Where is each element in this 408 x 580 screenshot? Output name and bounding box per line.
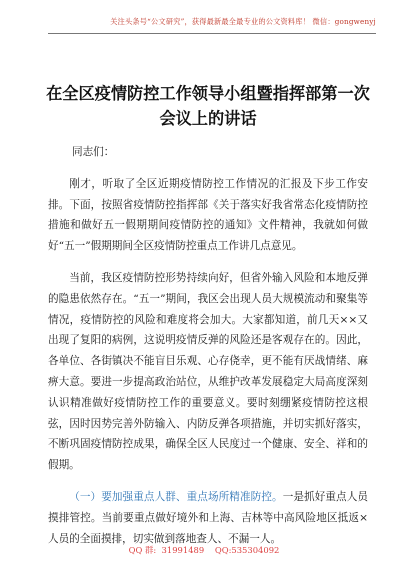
salutation: 同志们： — [72, 146, 115, 158]
section-heading: （一）要加强重点人群、重点场所精准防控。 — [69, 490, 283, 503]
footer-qq: QQ:535304092 — [214, 545, 280, 555]
paragraph-2: 当前，我区疫情防控形势持续向好，但省外输入风险和本地反弹的隐患依然存在。“五一”期间，我区会出现人员大规模流动和聚集等情况，疫情防控的风险和难度将会加大。大家都知道，前几天××又出现了复阳的病例，这说明疫情反弹的风险还是客观存在的。因此，各单位、各街镇决不能盲目乐观、心存侥幸，更不能有厌战情绪、麻痹大意。要进一步提高政治站位，从维护改革发展稳定大局高度深刻认识精准做好疫情防控工作的重要意义。要时刻绷紧疫情防控这根弦，因时因势完善外防输入、内防反弹各项措施，并切实抓好落实，不断巩固疫情防控成果，确保全区人民度过一个健康、安全、祥和的假期。 — [48, 271, 368, 472]
paragraph-3 — [48, 487, 368, 549]
footer-qq-group: QQ 群: 31991489 — [128, 545, 205, 555]
document-title — [40, 81, 376, 131]
paragraph-3-body: 一是抓好重点人员摸排管控。当前要重点做好境外和上海、吉林等中高风险地区抵返×人员的全面摸排，切实做到落地查人、不漏一人。 — [48, 490, 369, 545]
paragraph-1: 刚才，听取了全区近期疫情防控工作情况的汇报及下步工作安排。下面，按照省疫情防控指挥部《关于落实好我省常态化疫情防控措施和做好五一假期期间疫情防控的通知》文件精神，我就如何做好“五一”假期期间全区疫情防控重点工作讲几点意见。 — [48, 177, 368, 253]
title-line-2: 会议上的讲话 — [159, 109, 257, 128]
header-divider — [48, 33, 376, 34]
title-line-1: 在全区疫情防控工作领导小组暨指挥部第一次 — [46, 84, 370, 103]
header-note: 关注头条号“公文研究”，获得最新最全最专业的公文资料库！ 微信：gongwenyj — [110, 17, 376, 26]
footer-contact — [0, 544, 408, 556]
document-body — [48, 142, 368, 560]
